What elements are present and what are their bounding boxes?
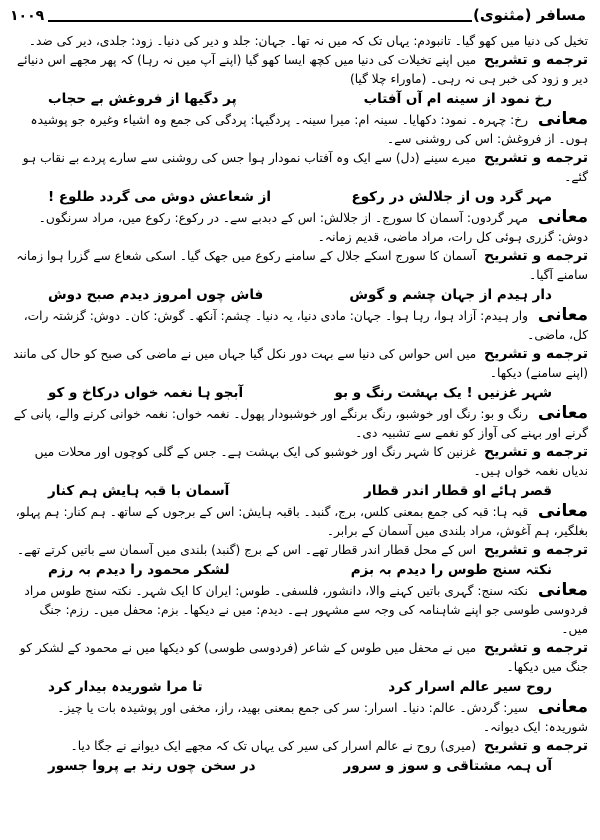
paragraph-text: آسمان کا سورج اسکے جلال کے سامنے رکوع میں جھک گیا۔ اسکی شعاع سے گزرا ہوا زمانہ سامنے آگیا۔ <box>16 249 588 282</box>
paragraph-text: سیر: گردش۔ عالم: دنیا۔ اسرار: سر کی جمع بمعنی بھید، راز، مخفی اور پوشیدہ بات یا چیز۔ شوریدہ: ایک دیوانہ۔ <box>57 701 588 734</box>
page-header <box>8 6 592 32</box>
verse-couplet <box>8 560 592 581</box>
translation-label: ترجمه و تشریح <box>484 346 588 362</box>
verse-first-hemistich: نکتہ سنج طوس را دیدم بہ بزم <box>350 562 552 578</box>
verse-couplet <box>8 383 592 404</box>
paragraph-text: میں اپنے تخیلات کی دنیا میں کچھ ایسا کھو گیا (اپنے آپ میں نہ رہا) کہ پھر مجھے اس دنیائے دیر و زود کی خبر ہی نہ رہی۔ (ماوراء چلا گیا) <box>16 53 588 86</box>
meanings-paragraph <box>12 110 588 149</box>
paragraph-text: اس کے محل قطار اندر قطار تھے۔ اس کے برج (گنبد) بلندی میں آسمان سے باتیں کرتے تھے۔ <box>17 543 477 557</box>
translation-label: ترجمه و تشریح <box>484 542 588 558</box>
verse-couplet <box>8 89 592 110</box>
meanings-label: معانی <box>537 207 588 227</box>
body-paragraph <box>12 32 588 51</box>
translation-label: ترجمه و تشریح <box>484 248 588 264</box>
meanings-label: معانی <box>537 697 588 717</box>
translation-paragraph <box>12 639 588 677</box>
verse-second-hemistich: لشکر محمود را دیدم بہ رزم <box>48 562 230 578</box>
meanings-label: معانی <box>537 580 588 600</box>
verse-couplet <box>8 481 592 502</box>
translation-paragraph <box>12 443 588 481</box>
page <box>8 6 592 834</box>
verse-second-hemistich: از شعاعش دوش می گردد طلوع ! <box>48 189 272 205</box>
paragraph-text: تخیل کی دنیا میں کھو گیا۔ تانبودم: یہاں تک کہ میں نہ تھا۔ جہان: جلد و دیر کی دنیا۔ زود: جلدی، دیر کی ضد۔ <box>28 34 588 48</box>
paragraph-text: رنگ و بو: رنگ اور خوشبو، رنگ برنگے اور خوشبودار پھول۔ نغمہ خواں: نغمہ خوانی کرنے والے، پانی کے گرنے اور بہنے کی آواز کو نغمے سے تشبیہ دی۔ <box>13 407 588 440</box>
translation-label: ترجمه و تشریح <box>484 640 588 656</box>
verse-first-hemistich: قصر ہائے او قطار اندر قطار <box>364 483 552 499</box>
verse-first-hemistich: شہر غزنیں ! یک بہشت رنگ و بو <box>334 385 552 401</box>
paragraph-text: قبہ ہا: قبہ کی جمع بمعنی کلس، برج، گنبد۔ باقبہ ہایش: اس کے برجوں کے ساتھ۔ ہم کنار: ہم پہلو، بغلگیر، ہم آغوش، مراد بلندی میں آسمان کے برابر۔ <box>15 505 588 538</box>
verse-couplet <box>8 285 592 306</box>
verse-second-hemistich: پر دگیها از فروغش بے حجاب <box>48 91 237 107</box>
translation-label: ترجمه و تشریح <box>484 444 588 460</box>
translation-paragraph <box>12 541 588 560</box>
verse-couplet <box>8 756 592 777</box>
verse-first-hemistich: آں ہمہ مشتاقی و سوز و سرور <box>343 758 552 774</box>
meanings-label: معانی <box>537 305 588 325</box>
meanings-label: معانی <box>537 501 588 521</box>
meanings-paragraph <box>12 404 588 443</box>
meanings-paragraph <box>12 306 588 345</box>
translation-label: ترجمه و تشریح <box>484 150 588 166</box>
translation-paragraph <box>12 247 588 285</box>
verse-first-hemistich: دار ہیدم از جہان چشم و گوش <box>349 287 552 303</box>
paragraph-text: غزنین کا شہر رنگ اور خوشبو کی ایک بہشت ہے۔ جس کے گلی کوچوں اور محلات میں ندیاں نغمہ خواں ہیں۔ <box>34 445 588 478</box>
verse-first-hemistich: روح سیر عالم اسرار کرد <box>388 679 552 695</box>
paragraph-text: رخ: چہرہ۔ نمود: دکھایا۔ سینہ ام: میرا سینہ۔ پردگیہا: پردگی کی جمع وہ اشیاء وغیرہ جو پوشیدہ ہوں۔ از فروغش: اس کی روشنی سے۔ <box>30 113 588 146</box>
paragraph-text: (میری) روح نے عالم اسرار کی سیر کی یہاں تک کہ مجھے ایک دیوانے نے جگا دیا۔ <box>70 739 477 753</box>
page-body <box>8 32 592 777</box>
meanings-paragraph <box>12 208 588 247</box>
meanings-label: معانی <box>537 403 588 423</box>
meanings-paragraph <box>12 698 588 737</box>
paragraph-text: وار ہیدم: آزاد ہوا، رہا ہوا۔ جہان: مادی دنیا، یہ دنیا۔ چشم: آنکھ۔ گوش: کان۔ دوش: گزشتہ رات، کل، ماضی۔ <box>23 309 588 342</box>
meanings-paragraph <box>12 581 588 639</box>
paragraph-text: مہر گردوں: آسمان کا سورج۔ از جلالش: اس کے دبدبے سے۔ در رکوع: رکوع میں، مراد سرنگوں۔ دوش: گزری ہوئی کل رات، مراد ماضی، قدیم زمانہ۔ <box>38 211 588 244</box>
verse-second-hemistich: در سخن چوں رند بے پروا جسور <box>48 758 256 774</box>
running-title: مسافر (مثنوی) <box>473 6 586 24</box>
translation-paragraph <box>12 149 588 187</box>
meanings-paragraph <box>12 502 588 541</box>
paragraph-text: میرے سینے (دل) سے ایک وہ آفتاب نمودار ہوا جس کی روشنی سے سارے پردے بے نقاب ہو گئے۔ <box>22 151 588 184</box>
header-rule <box>48 20 472 22</box>
translation-label: ترجمه و تشریح <box>484 738 588 754</box>
verse-second-hemistich: آبجو ہا نغمہ خواں درکاخ و کو <box>48 385 244 401</box>
paragraph-text: میں اس حواس کی دنیا سے بہت دور نکل گیا جہاں میں نے ماضی کی صبح کو حال کی مانند (اپنے سامنے) دیکھا۔ <box>13 347 588 380</box>
translation-paragraph <box>12 737 588 756</box>
translation-paragraph <box>12 51 588 89</box>
verse-couplet <box>8 677 592 698</box>
verse-first-hemistich: مہر گرد وں از جلالش در رکوع <box>351 189 552 205</box>
translation-label: ترجمه و تشریح <box>484 52 588 68</box>
translation-paragraph <box>12 345 588 383</box>
paragraph-text: میں نے محفل میں طوس کے شاعر (فردوسی طوسی) کو دیکھا میں نے محمود کے لشکر کو جنگ میں دیکھا۔ <box>19 641 588 674</box>
verse-first-hemistich: رخ نمود از سینه ام آں آفتاب <box>363 91 552 107</box>
verse-couplet <box>8 187 592 208</box>
page-number: ۱۰۰۹ <box>10 8 45 24</box>
verse-second-hemistich: تا مرا شوریدہ بیدار کرد <box>48 679 203 695</box>
meanings-label: معانی <box>537 109 588 129</box>
paragraph-text: نکتہ سنج: گہری باتیں کہنے والا، دانشور، فلسفی۔ طوس: ایران کا ایک شہر۔ نکتہ سنج طوس مراد فردوسی طوسی جو اپنے شاہنامہ کی وجہ سے مشہور ہے۔ دیدم: میں نے دیکھا۔ بزم: محفل میں۔ رزم: جنگ میں۔ <box>24 584 588 636</box>
verse-second-hemistich: فاش چوں امروز دیدم صبح دوش <box>48 287 264 303</box>
verse-second-hemistich: آسمان با قبہ ہایش ہم کنار <box>48 483 230 499</box>
